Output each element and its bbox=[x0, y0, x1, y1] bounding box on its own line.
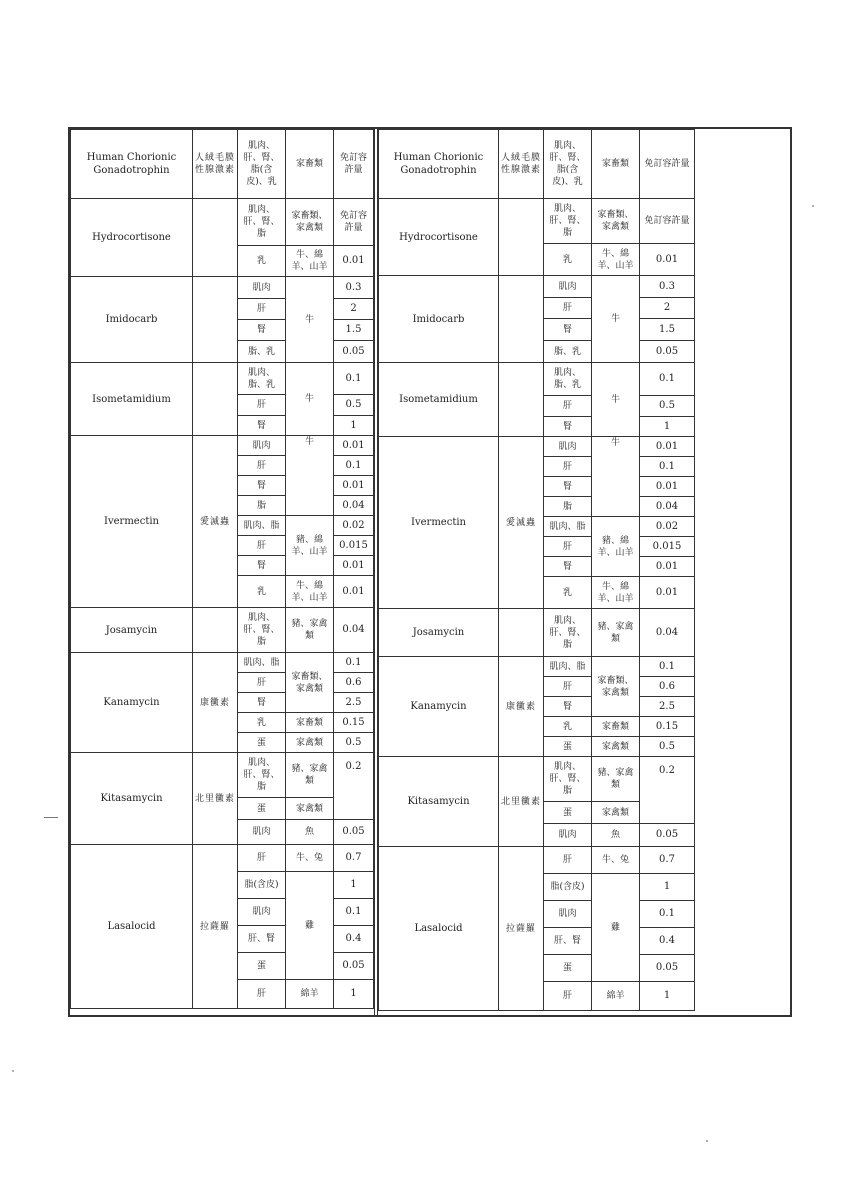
tolerance-cell: 2.5 bbox=[640, 697, 695, 717]
species-cell: 家畜類 bbox=[592, 717, 640, 737]
chinese-name: 康黴素 bbox=[193, 653, 238, 753]
tolerance-cell: 0.5 bbox=[334, 395, 374, 416]
drug-name: Josamycin bbox=[71, 608, 193, 653]
scan-speck bbox=[12, 1070, 14, 1072]
tolerance-cell: 免訂容許量 bbox=[334, 199, 374, 246]
chinese-name bbox=[499, 363, 544, 437]
tolerance-cell: 0.5 bbox=[334, 733, 374, 753]
tissue-cell: 肌肉、肝、腎、脂 bbox=[544, 757, 592, 802]
tolerance-cell: 0.1 bbox=[334, 456, 374, 476]
table-row bbox=[379, 609, 695, 657]
species-cell: 家畜類、家禽類 bbox=[592, 657, 640, 717]
drug-name: Hydrocortisone bbox=[71, 199, 193, 277]
tolerance-cell: 免訂容許量 bbox=[334, 130, 374, 199]
tissue-cell: 肝 bbox=[544, 396, 592, 417]
tolerance-cell: 0.04 bbox=[334, 496, 374, 516]
chinese-name bbox=[193, 199, 238, 277]
tolerance-cell: 2 bbox=[334, 299, 374, 320]
drug-name: Lasalocid bbox=[71, 845, 193, 1009]
tolerance-cell: 0.5 bbox=[640, 396, 695, 417]
tissue-cell: 肌肉、脂 bbox=[544, 517, 592, 537]
table-row bbox=[71, 199, 374, 246]
species-cell: 綿羊 bbox=[592, 982, 640, 1011]
drug-name: Josamycin bbox=[379, 609, 499, 657]
tolerance-cell: 0.2 bbox=[334, 753, 374, 820]
tissue-cell: 肝 bbox=[238, 456, 286, 476]
tolerance-cell: 0.01 bbox=[334, 556, 374, 576]
tolerance-cell: 0.1 bbox=[640, 901, 695, 928]
tolerance-cell: 1 bbox=[334, 980, 374, 1009]
tissue-cell: 肝 bbox=[544, 298, 592, 319]
tolerance-cell: 0.01 bbox=[640, 477, 695, 497]
tissue-cell: 腎 bbox=[238, 416, 286, 436]
tissue-cell: 脂、乳 bbox=[544, 341, 592, 363]
tissue-cell: 肝 bbox=[238, 536, 286, 556]
tolerance-cell: 0.04 bbox=[334, 608, 374, 653]
chinese-name: 愛滅蟲 bbox=[193, 436, 238, 608]
table-row bbox=[379, 363, 695, 396]
tissue-cell: 肝、腎 bbox=[238, 926, 286, 953]
table-row bbox=[379, 437, 695, 457]
chinese-name: 拉薩羅 bbox=[193, 845, 238, 1009]
tolerance-cell: 1.5 bbox=[334, 320, 374, 341]
species-cell: 家畜類 bbox=[286, 130, 334, 199]
species-cell: 豬、家禽類 bbox=[592, 757, 640, 802]
tissue-cell: 肝 bbox=[544, 982, 592, 1011]
tissue-cell: 肌肉、脂、乳 bbox=[238, 363, 286, 395]
species-cell: 家禽類 bbox=[592, 737, 640, 757]
species-cell: 魚 bbox=[286, 820, 334, 845]
chinese-name: 人絨毛膜性腺激素 bbox=[193, 130, 238, 199]
drug-name: Ivermectin bbox=[379, 437, 499, 609]
tissue-cell: 腎 bbox=[544, 417, 592, 437]
chinese-name: 北里黴素 bbox=[499, 757, 544, 847]
tolerance-cell: 0.7 bbox=[640, 847, 695, 874]
tissue-cell: 肌肉、肝、腎、脂(含皮)、乳 bbox=[544, 130, 592, 199]
tissue-cell: 肌肉 bbox=[238, 277, 286, 299]
species-cell: 牛、兔 bbox=[286, 845, 334, 872]
tissue-cell: 肌肉 bbox=[544, 276, 592, 298]
tissue-cell: 蛋 bbox=[238, 733, 286, 753]
tissue-cell: 腎 bbox=[238, 320, 286, 341]
tissue-cell: 肌肉、肝、腎、脂 bbox=[238, 608, 286, 653]
species-cell: 牛、綿羊、山羊 bbox=[286, 576, 334, 608]
tolerance-cell: 0.5 bbox=[640, 737, 695, 757]
drug-name: Human Chorionic Gonadotrophin bbox=[379, 130, 499, 199]
tolerance-cell: 0.02 bbox=[334, 516, 374, 536]
table-row bbox=[71, 845, 374, 872]
scan-speck bbox=[706, 1140, 708, 1142]
species-cell: 牛、綿羊、山羊 bbox=[592, 244, 640, 276]
margin-mark bbox=[44, 817, 58, 818]
tissue-cell: 腎 bbox=[238, 476, 286, 496]
species-cell: 牛 bbox=[286, 436, 334, 516]
table-row bbox=[379, 130, 695, 199]
tolerance-cell: 0.7 bbox=[334, 845, 374, 872]
tolerance-cell: 0.05 bbox=[334, 820, 374, 845]
species-cell: 牛、綿羊、山羊 bbox=[592, 577, 640, 609]
drug-name: Imidocarb bbox=[379, 276, 499, 363]
tolerance-cell: 0.01 bbox=[334, 576, 374, 608]
species-cell: 豬、家禽類 bbox=[286, 753, 334, 798]
species-cell: 家畜類 bbox=[286, 713, 334, 733]
tissue-cell: 腎 bbox=[238, 556, 286, 576]
species-cell: 家畜類、家禽類 bbox=[592, 199, 640, 244]
chinese-name bbox=[499, 276, 544, 363]
tissue-cell: 肌肉 bbox=[544, 437, 592, 457]
tolerance-cell: 0.4 bbox=[640, 928, 695, 955]
tissue-cell: 肝 bbox=[238, 980, 286, 1009]
table-row bbox=[71, 363, 374, 395]
tissue-cell: 腎 bbox=[544, 477, 592, 497]
tolerance-cell: 1.5 bbox=[640, 319, 695, 341]
tolerance-cell: 0.6 bbox=[640, 677, 695, 697]
tissue-cell: 腎 bbox=[544, 557, 592, 577]
tissue-cell: 蛋 bbox=[544, 737, 592, 757]
tolerance-cell: 0.1 bbox=[640, 363, 695, 396]
species-cell: 豬、綿羊、山羊 bbox=[286, 516, 334, 576]
chinese-name: 人絨毛膜性腺激素 bbox=[499, 130, 544, 199]
table-row bbox=[379, 276, 695, 298]
tolerance-cell: 0.3 bbox=[334, 277, 374, 299]
tolerance-cell: 0.1 bbox=[334, 363, 374, 395]
tissue-cell: 肝 bbox=[544, 537, 592, 557]
table-row bbox=[71, 653, 374, 673]
tolerance-cell: 0.01 bbox=[640, 244, 695, 276]
tolerance-cell: 2.5 bbox=[334, 693, 374, 713]
tolerance-cell: 0.01 bbox=[334, 246, 374, 277]
tolerance-cell: 0.1 bbox=[334, 899, 374, 926]
species-cell: 牛 bbox=[286, 363, 334, 436]
tissue-cell: 脂、乳 bbox=[238, 341, 286, 363]
table-row bbox=[379, 757, 695, 802]
tissue-cell: 肌肉 bbox=[544, 901, 592, 928]
tolerance-cell: 0.05 bbox=[640, 341, 695, 363]
tissue-cell: 肌肉 bbox=[238, 436, 286, 456]
tissue-cell: 脂 bbox=[544, 497, 592, 517]
tolerance-cell: 1 bbox=[640, 982, 695, 1011]
tolerance-cell: 0.05 bbox=[334, 953, 374, 980]
tolerance-cell: 0.1 bbox=[334, 653, 374, 673]
species-cell: 豬、綿羊、山羊 bbox=[592, 517, 640, 577]
tolerance-cell: 0.1 bbox=[640, 657, 695, 677]
chinese-name: 康黴素 bbox=[499, 657, 544, 757]
chinese-name bbox=[499, 609, 544, 657]
tissue-cell: 腎 bbox=[544, 697, 592, 717]
table-row bbox=[71, 277, 374, 299]
tolerance-cell: 0.6 bbox=[334, 673, 374, 693]
species-cell: 綿羊 bbox=[286, 980, 334, 1009]
species-cell: 雞 bbox=[592, 874, 640, 982]
tissue-cell: 肝 bbox=[544, 457, 592, 477]
chinese-name bbox=[193, 277, 238, 363]
tolerance-cell: 免訂容許量 bbox=[640, 130, 695, 199]
tolerance-cell: 0.01 bbox=[640, 557, 695, 577]
tolerance-cell: 0.04 bbox=[640, 497, 695, 517]
tissue-cell: 肝 bbox=[238, 673, 286, 693]
tissue-cell: 脂 bbox=[238, 496, 286, 516]
tolerance-cell: 免訂容許量 bbox=[640, 199, 695, 244]
residue-table-left bbox=[70, 129, 374, 1009]
tissue-cell: 肌肉 bbox=[238, 899, 286, 926]
tolerance-cell: 0.3 bbox=[640, 276, 695, 298]
tissue-cell: 肝 bbox=[544, 847, 592, 874]
tolerance-cell: 1 bbox=[640, 417, 695, 437]
drug-name: Lasalocid bbox=[379, 847, 499, 1011]
residue-table-right bbox=[378, 129, 695, 1011]
tissue-cell: 肌肉、脂 bbox=[544, 657, 592, 677]
drug-name: Human Chorionic Gonadotrophin bbox=[71, 130, 193, 199]
tissue-cell: 乳 bbox=[544, 244, 592, 276]
drug-name: Ivermectin bbox=[71, 436, 193, 608]
tissue-cell: 蛋 bbox=[544, 955, 592, 982]
tolerance-cell: 1 bbox=[334, 416, 374, 436]
table-row bbox=[379, 199, 695, 244]
drug-name: Imidocarb bbox=[71, 277, 193, 363]
tolerance-cell: 0.05 bbox=[334, 341, 374, 363]
tissue-cell: 肝 bbox=[238, 845, 286, 872]
tolerance-cell: 0.15 bbox=[334, 713, 374, 733]
species-cell: 牛 bbox=[592, 437, 640, 517]
tissue-cell: 腎 bbox=[238, 693, 286, 713]
drug-name: Isometamidium bbox=[71, 363, 193, 436]
tolerance-cell: 0.04 bbox=[640, 609, 695, 657]
blank-margin-area bbox=[694, 129, 790, 1015]
chinese-name: 北里黴素 bbox=[193, 753, 238, 845]
tolerance-cell: 0.01 bbox=[640, 577, 695, 609]
tissue-cell: 乳 bbox=[544, 717, 592, 737]
table-row bbox=[71, 608, 374, 653]
tissue-cell: 肌肉、肝、腎、脂(含皮)、乳 bbox=[238, 130, 286, 199]
tissue-cell: 肝 bbox=[238, 395, 286, 416]
species-cell: 牛、綿羊、山羊 bbox=[286, 246, 334, 277]
tolerance-cell: 0.15 bbox=[640, 717, 695, 737]
species-cell: 牛 bbox=[592, 276, 640, 363]
table-row bbox=[379, 657, 695, 677]
tissue-cell: 肌肉、肝、腎、脂 bbox=[238, 753, 286, 798]
species-cell: 牛 bbox=[592, 363, 640, 437]
tolerance-cell: 0.01 bbox=[334, 476, 374, 496]
species-cell: 家禽類 bbox=[286, 798, 334, 820]
tissue-cell: 肌肉、脂 bbox=[238, 516, 286, 536]
species-cell: 家畜類 bbox=[592, 130, 640, 199]
table-row bbox=[71, 753, 374, 798]
tissue-cell: 肌肉、肝、腎、脂 bbox=[544, 609, 592, 657]
tolerance-cell: 0.015 bbox=[334, 536, 374, 556]
tolerance-cell: 0.015 bbox=[640, 537, 695, 557]
table-row bbox=[379, 847, 695, 874]
tolerance-cell: 0.05 bbox=[640, 824, 695, 847]
tolerance-cell: 0.01 bbox=[640, 437, 695, 457]
tissue-cell: 肌肉 bbox=[238, 820, 286, 845]
tissue-cell: 肌肉 bbox=[544, 824, 592, 847]
tissue-cell: 脂(含皮) bbox=[544, 874, 592, 901]
species-cell: 家畜類、家禽類 bbox=[286, 653, 334, 713]
chinese-name bbox=[499, 199, 544, 276]
species-cell: 家禽類 bbox=[286, 733, 334, 753]
tolerance-cell: 0.4 bbox=[334, 926, 374, 953]
tolerance-cell: 1 bbox=[334, 872, 374, 899]
species-cell: 牛 bbox=[286, 277, 334, 363]
species-cell: 家禽類 bbox=[592, 802, 640, 824]
tolerance-cell: 0.1 bbox=[640, 457, 695, 477]
species-cell: 豬、家禽類 bbox=[286, 608, 334, 653]
tissue-cell: 蛋 bbox=[544, 802, 592, 824]
tolerance-cell: 0.02 bbox=[640, 517, 695, 537]
chinese-name: 拉薩羅 bbox=[499, 847, 544, 1011]
tissue-cell: 脂(含皮) bbox=[238, 872, 286, 899]
tissue-cell: 乳 bbox=[544, 577, 592, 609]
drug-name: Isometamidium bbox=[379, 363, 499, 437]
drug-name: Kanamycin bbox=[379, 657, 499, 757]
chinese-name bbox=[193, 608, 238, 653]
tissue-cell: 乳 bbox=[238, 246, 286, 277]
tissue-cell: 肌肉、脂、乳 bbox=[544, 363, 592, 396]
drug-name: Kitasamycin bbox=[379, 757, 499, 847]
scan-speck bbox=[812, 205, 814, 207]
tissue-cell: 肝、腎 bbox=[544, 928, 592, 955]
table-row bbox=[71, 436, 374, 456]
tolerance-cell: 0.05 bbox=[640, 955, 695, 982]
drug-name: Kanamycin bbox=[71, 653, 193, 753]
tissue-cell: 蛋 bbox=[238, 953, 286, 980]
tolerance-cell: 0.2 bbox=[640, 757, 695, 824]
tolerance-cell: 1 bbox=[640, 874, 695, 901]
table-row bbox=[71, 130, 374, 199]
species-cell: 牛、兔 bbox=[592, 847, 640, 874]
drug-name: Hydrocortisone bbox=[379, 199, 499, 276]
tissue-cell: 腎 bbox=[544, 319, 592, 341]
tissue-cell: 肌肉、肝、腎、脂 bbox=[238, 199, 286, 246]
tissue-cell: 肝 bbox=[544, 677, 592, 697]
chinese-name: 愛滅蟲 bbox=[499, 437, 544, 609]
tolerance-cell: 0.01 bbox=[334, 436, 374, 456]
tissue-cell: 肌肉、脂 bbox=[238, 653, 286, 673]
tissue-cell: 蛋 bbox=[238, 798, 286, 820]
tissue-cell: 肌肉、肝、腎、脂 bbox=[544, 199, 592, 244]
species-cell: 豬、家禽類 bbox=[592, 609, 640, 657]
species-cell: 雞 bbox=[286, 872, 334, 980]
tissue-cell: 乳 bbox=[238, 713, 286, 733]
species-cell: 家畜類、家禽類 bbox=[286, 199, 334, 246]
tissue-cell: 肝 bbox=[238, 299, 286, 320]
species-cell: 魚 bbox=[592, 824, 640, 847]
tolerance-cell: 2 bbox=[640, 298, 695, 319]
chinese-name bbox=[193, 363, 238, 436]
tissue-cell: 乳 bbox=[238, 576, 286, 608]
drug-name: Kitasamycin bbox=[71, 753, 193, 845]
